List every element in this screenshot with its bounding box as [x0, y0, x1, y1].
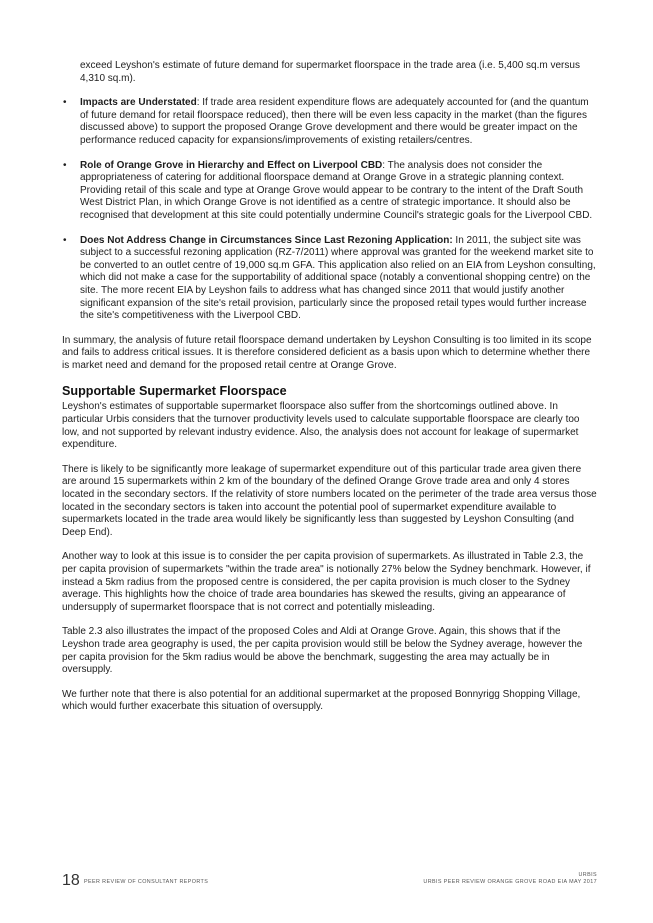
- bullet-text: : The analysis does not consider the appropriateness of catering for additional floorspace demand at Orange Grove in a strategic planning context. Providing retail of this scale and type at Orange Grove would appear to be contrary to the intent of the Draft South West District Plan, in which Orange Grove is not identified as a centre of strategic importance. It should also be recognised that development at this site could potentially undermine Council's strategic goals for the Liverpool CBD.: [80, 159, 593, 221]
- footer-right: [423, 872, 597, 886]
- section-paragraph: We further note that there is also potential for an additional supermarket at the proposed Bonnyrigg Shopping Village, which would further exacerbate this situation of oversupply.: [62, 688, 581, 713]
- page-number: 18: [62, 872, 80, 889]
- section-heading: Supportable Supermarket Floorspace: [62, 384, 287, 399]
- bullet-item-change-in-circumstances: [62, 235, 597, 323]
- bullet-item-role-of-orange-grove: [62, 160, 597, 223]
- continued-paragraph: exceed Leyshon's estimate of future demand for supermarket floorspace in the trade area (i.e. 5,400 sq.m versus 4,310 sq.m).: [80, 60, 580, 84]
- section-paragraph: Table 2.3 also illustrates the impact of the proposed Coles and Aldi at Orange Grove. Again, this shows that if the Leyshon trade area geography is used, the per capita provision would still be below the Sydney average, however the per capita provision for the 5km radius would be above the benchmark, suggesting the area may actually be in oversupply.: [62, 626, 583, 676]
- footer-company: URBIS: [578, 872, 597, 878]
- bullet-item-impacts-understated: [62, 97, 597, 147]
- bullet-text: In 2011, the subject site was subject to a successful rezoning application (RZ-7/2011) where approval was granted for the weekend market site to be converted to an outlet centre of 19,000 sq.m GFA. This application also relied on an EIA from Leyshon consulting, which did not make a case for the supportability of additional space (notably a conventional shopping centre) on the site. The more recent EIA by Leyshon fails to address what has changed since 2011 that would justify another significant expansion of the site's retail provision, particularly since the proposed retail types would further increase the site's competitiveness with the Liverpool CBD.: [80, 234, 596, 322]
- bullet-icon: •: [63, 159, 67, 171]
- summary-paragraph: In summary, the analysis of future retail floorspace demand undertaken by Leyshon Consulting is too limited in its scope and fails to address critical issues. It is therefore considered deficient as a basis upon which to determine whether there is market need and demand for the proposed retail centre at Orange Grove.: [62, 334, 592, 371]
- bullet-title: Impacts are Understated: [80, 97, 197, 109]
- bullet-icon: •: [63, 234, 67, 246]
- bullet-text: : If trade area resident expenditure flows are adequately accounted for (and the quantum of future demand for retail floorspace reduced), then there will be even less capacity in the market (than the figures discussed above) to support the proposed Orange Grove development and there would be greater impact on the performance reduced capacity for expansions/improvements of existing retailers/centres.: [80, 97, 589, 146]
- section-paragraph: Leyshon's estimates of supportable supermarket floorspace also suffer from the shortcomings outlined above. In particular Urbis considers that the turnover productivity levels used to calculate supportable floorspace are clearly too low, and not supported by relevant industry evidence. Also, the analysis does not account for leakage of supermarket expenditure.: [62, 401, 580, 451]
- footer-report-title: URBIS PEER REVIEW ORANGE GROVE ROAD EIA MAY 2017: [423, 879, 597, 885]
- bullet-icon: •: [63, 97, 67, 109]
- section-paragraph: Another way to look at this issue is to consider the per capita provision of supermarkets. As illustrated in Table 2.3, the per capita provision of supermarkets "within the trade area" is notionally 27% below the Sydney benchmark. However, if instead a 5km radius from the proposed centre is considered, the per capita provision is much closer to the Sydney average. This highlights how the choice of trade area boundaries has skewed the results, giving an appearance of undersupply of supermarket floorspace that is not correct and potentially misleading.: [62, 551, 591, 613]
- issue-bullet-list: [62, 97, 597, 323]
- document-body: [62, 60, 597, 726]
- section-paragraph: There is likely to be significantly more leakage of supermarket expenditure out of this particular trade area given there are around 15 supermarkets within 2 km of the boundary of the defined Orange Grove trade area and only 4 stores located in the secondary sectors. If the relativity of store numbers located on the perimeter of the trade area versus those located in the secondary sectors is taken into account the potential pool of supermarket expenditure available to supermarkets located in the trade area would likely be significantly less than suggested by Leyshon Consulting (and Deep End).: [62, 463, 597, 538]
- bullet-title: Does Not Address Change in Circumstances Since Last Rezoning Application:: [80, 234, 453, 246]
- footer-left-label: PEER REVIEW OF CONSULTANT REPORTS: [84, 879, 209, 885]
- bullet-title: Role of Orange Grove in Hierarchy and Effect on Liverpool CBD: [80, 159, 383, 171]
